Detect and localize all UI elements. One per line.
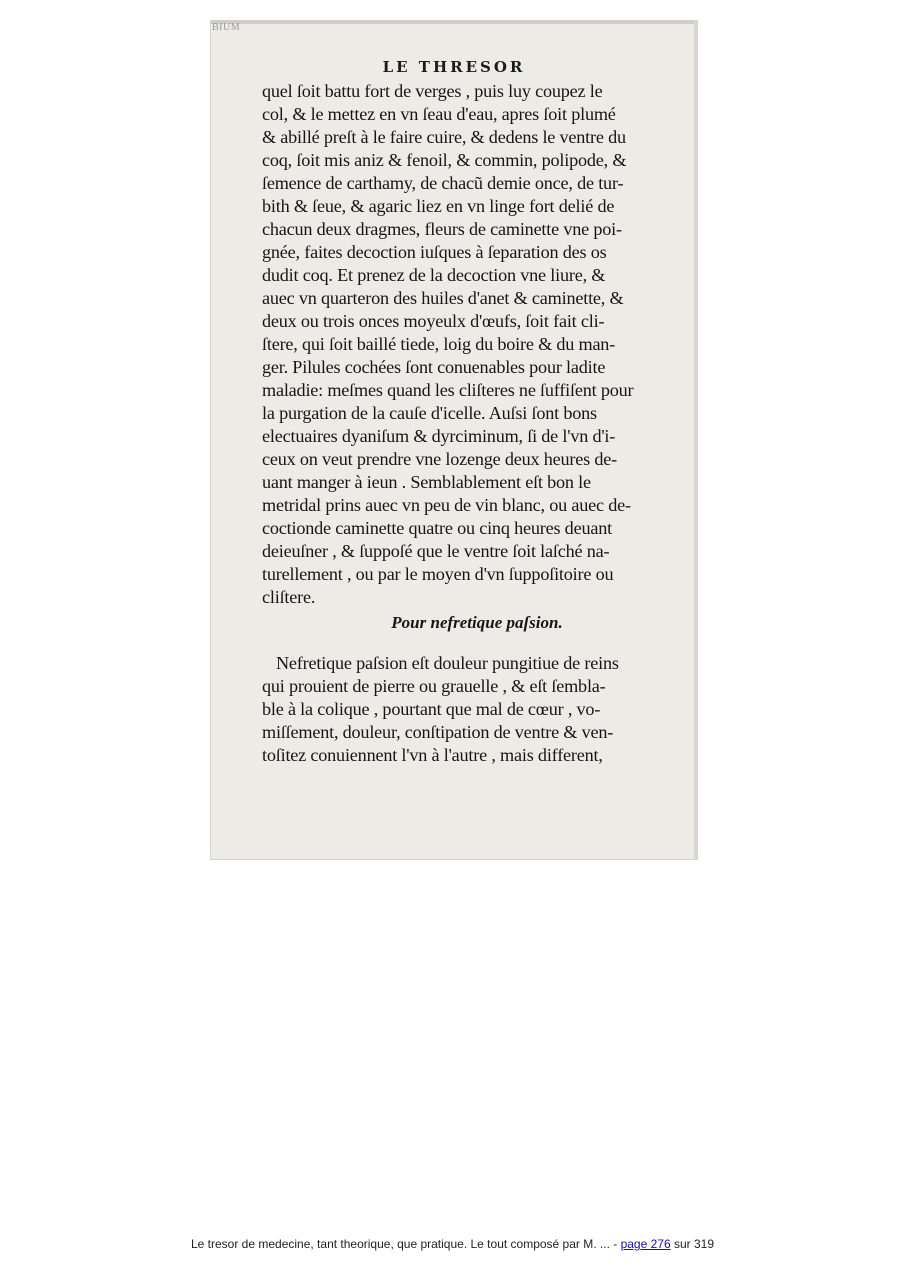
text-line: dudit coq. Et prenez de la decoction vne liure, & — [262, 265, 606, 285]
page-body — [262, 80, 692, 767]
scan-edge-right — [694, 20, 698, 860]
text-line: ſemence de carthamy, de chacũ demie once, de tur- — [262, 173, 624, 193]
text-line: ſtere, qui ſoit baillé tiede, loig du boire & du man- — [262, 334, 616, 354]
text-line: uant manger à ieun . Semblablement eſt bon le — [262, 472, 591, 492]
text-line: electuaires dyaniſum & dyrciminum, ſi de l'vn d'i- — [262, 426, 616, 446]
caption-title: Le tresor de medecine, tant theorique, que pratique. Le tout composé par M. ... - — [190, 1237, 621, 1251]
section-heading: Pour nefretique paſsion. — [391, 613, 563, 632]
text-line: coctionde caminette quatre ou cinq heures deuant — [262, 518, 612, 538]
text-line: quel ſoit battu fort de verges , puis luy coupez le — [262, 81, 603, 101]
library-stamp: BIUM — [212, 22, 241, 33]
running-head: LE THRESOR — [382, 58, 526, 76]
text-line: ble à la colique , pourtant que mal de cœur , vo- — [262, 699, 601, 719]
text-line: metridal prins auec vn peu de vin blanc, ou auec de- — [262, 495, 631, 515]
text-line: coq, ſoit mis aniz & fenoil, & commin, polipode, & — [262, 150, 627, 170]
scan-edge-top — [210, 20, 698, 24]
text-line: cliſtere. — [262, 587, 316, 607]
text-line: auec vn quarteron des huiles d'anet & caminette, & — [262, 288, 624, 308]
text-line: la purgation de la cauſe d'icelle. Auſsi ſont bons — [262, 403, 597, 423]
text-line: deieuſner , & ſuppoſé que le ventre ſoit laſché na- — [262, 541, 610, 561]
text-line: & abillé preſt à le faire cuire, & dedens le ventre du — [262, 127, 626, 147]
text-line: col, & le mettez en vn ſeau d'eau, apres ſoit plumé — [262, 104, 616, 124]
text-line: qui prouient de pierre ou grauelle , & eſt ſembla- — [262, 676, 606, 696]
text-line: gnée, faites decoction iuſques à ſeparation des os — [262, 242, 607, 262]
text-line: ceux on veut prendre vne lozenge deux heures de- — [262, 449, 618, 469]
text-line: turellement , ou par le moyen d'vn ſuppoſitoire ou — [262, 564, 614, 584]
text-line: toſitez conuiennent l'vn à l'autre , mais different, — [262, 745, 603, 765]
text-line: bith & ſeue, & agaric liez en vn linge fort delié de — [262, 196, 615, 216]
page-caption — [0, 1237, 905, 1251]
text-line: miſſement, douleur, conſtipation de ventre & ven- — [262, 722, 614, 742]
page-link[interactable]: page 276 — [620, 1237, 671, 1251]
text-line: deux ou trois onces moyeulx d'œufs, ſoit fait cli- — [262, 311, 605, 331]
text-line: maladie: meſmes quand les cliſteres ne ſuffiſent pour — [262, 380, 634, 400]
scanned-page — [210, 20, 698, 860]
caption-page-count: sur 319 — [670, 1237, 714, 1251]
text-line: chacun deux dragmes, fleurs de caminette vne poi- — [262, 219, 622, 239]
text-line: ger. Pilules cochées ſont conuenables pour ladite — [262, 357, 606, 377]
text-line: Nefretique paſsion eſt douleur pungitiue de reins — [276, 653, 619, 673]
